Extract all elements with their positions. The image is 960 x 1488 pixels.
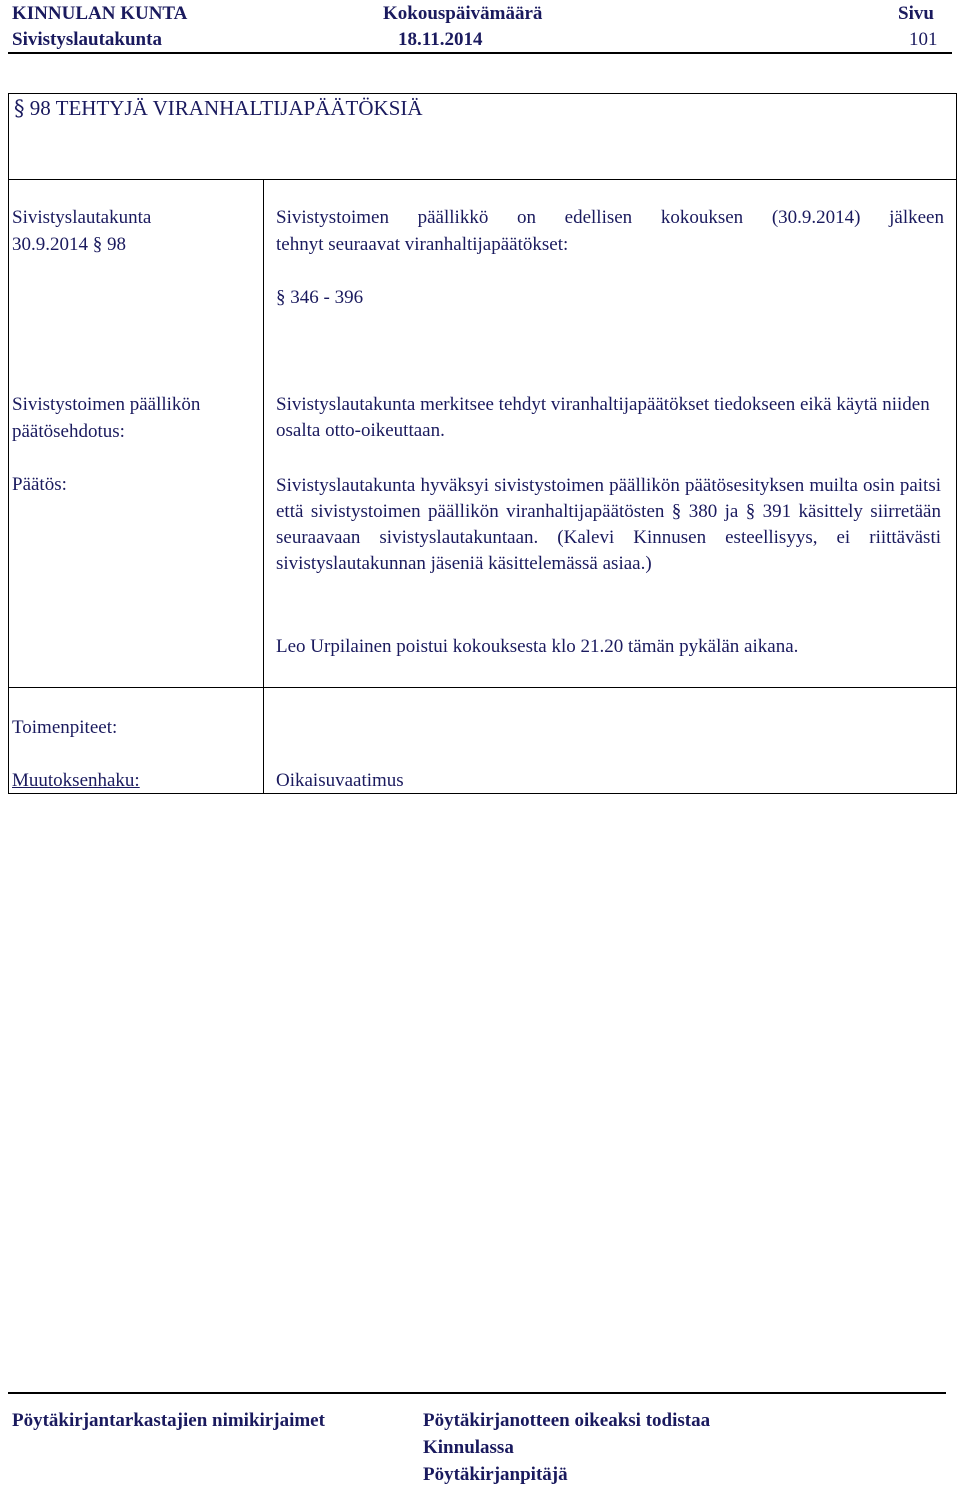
footer-certify-line-2: Kinnulassa — [423, 1437, 514, 1458]
decision-note: Leo Urpilainen poistui kokouksesta klo 21.20 tämän pykälän aikana. — [276, 636, 799, 657]
page-label: Sivu — [898, 3, 934, 24]
page-number: 101 — [909, 29, 938, 50]
column-divider — [263, 179, 264, 688]
actions-column-divider — [263, 687, 264, 794]
reference-date-section: 30.9.2014 § 98 — [12, 234, 126, 255]
proposal-text: Sivistyslautakunta merkitsee tehdyt viranhaltijapäätökset tiedokseen eikä käytä niiden osalta otto-oikeuttaan. — [276, 394, 930, 441]
intro-line-1: Sivistystoimen päällikkö on edellisen kokouksen (30.9.2014) jälkeen — [276, 207, 944, 228]
footer-certify-line-3: Pöytäkirjanpitäjä — [423, 1464, 568, 1485]
section-title-text: 98 TEHTYJÄ VIRANHALTIJAPÄÄTÖKSIÄ — [29, 96, 423, 120]
decision-range: § 346 - 396 — [276, 287, 364, 308]
decision-text: Sivistyslautakunta hyväksyi sivistystoimen päällikön päätösesityksen muilta osin paitsi että sivistystoimen päällikön viranhaltijapäätösten § 380 ja § 391 käsittely siirretään seuraavaan sivistyslautakuntaan. (Kalevi Kinnusen esteellisyys, ei riittävästi sivistyslautakunnan jäseniä käsittelemässä asiaa.) — [276, 475, 941, 574]
org-name: KINNULAN KUNTA — [12, 3, 188, 24]
reference-board: Sivistyslautakunta — [12, 207, 152, 228]
footer-divider — [8, 1392, 946, 1394]
footer-initials: Pöytäkirjantarkastajien nimikirjaimet — [12, 1410, 325, 1431]
appeal-label: Muutoksenhaku: — [12, 770, 140, 791]
section-title — [14, 94, 423, 122]
actions-label: Toimenpiteet: — [12, 717, 118, 738]
proposal-label-line-2: päätösehdotus: — [12, 421, 125, 442]
section-symbol: § — [14, 96, 25, 120]
date-label: Kokouspäivämäärä — [383, 3, 543, 24]
decision-label: Päätös: — [12, 474, 67, 495]
proposal-label-line-1: Sivistystoimen päällikön — [12, 394, 201, 415]
meeting-date: 18.11.2014 — [398, 29, 483, 50]
board-name: Sivistyslautakunta — [12, 29, 162, 50]
actions-box — [8, 687, 957, 794]
footer-certify-line-1: Pöytäkirjanotteen oikeaksi todistaa — [423, 1410, 711, 1431]
header-divider — [8, 52, 952, 54]
intro-line-2: tehnyt seuraavat viranhaltijapäätökset: — [276, 234, 569, 255]
appeal-value: Oikaisuvaatimus — [276, 770, 404, 791]
